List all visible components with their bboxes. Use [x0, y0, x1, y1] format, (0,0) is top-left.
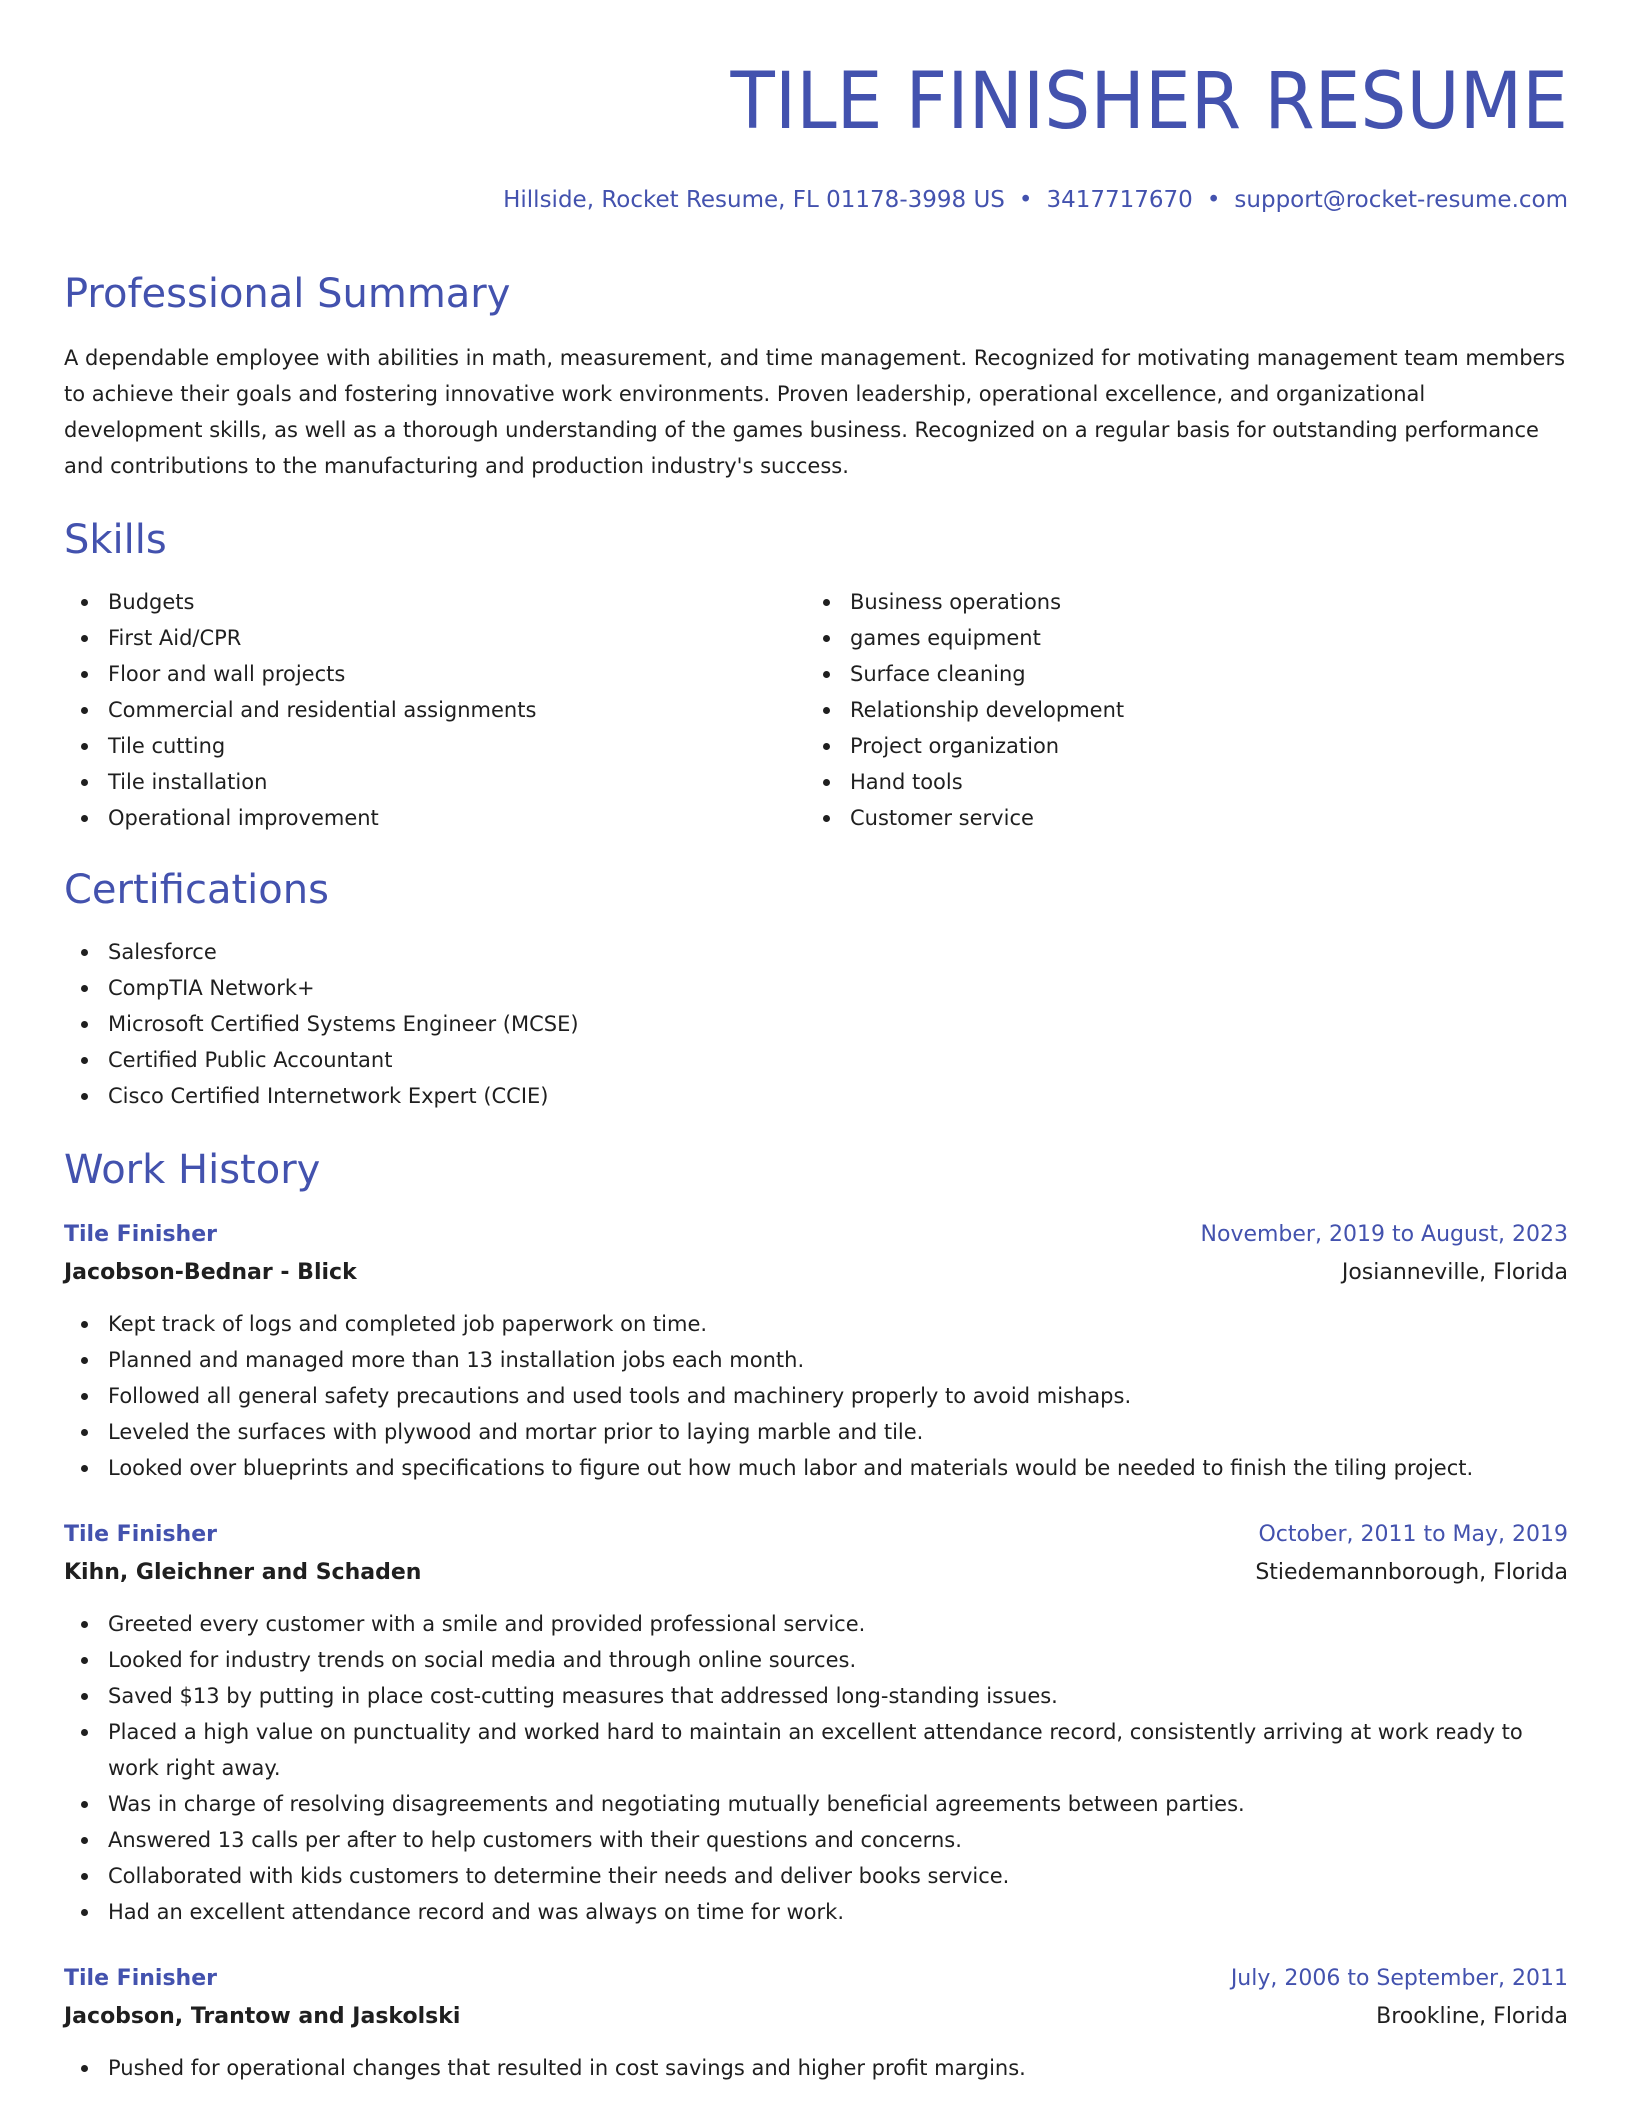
- job-company: Jacobson-Bednar - Blick: [64, 1260, 357, 1285]
- job-bullets: [64, 1306, 1568, 1486]
- skill-item: Customer service: [806, 800, 1548, 836]
- job-entry: [64, 1216, 1568, 1486]
- skill-item: Project organization: [806, 728, 1548, 764]
- skill-item: First Aid/CPR: [64, 620, 806, 656]
- job-dates: October, 2011 to May, 2019: [1258, 1522, 1568, 1547]
- job-dates: November, 2019 to August, 2023: [1200, 1222, 1568, 1247]
- job-bullet: Looked for industry trends on social media and through online sources.: [64, 1642, 1568, 1678]
- skill-item: Budgets: [64, 584, 806, 620]
- skill-item: Relationship development: [806, 692, 1548, 728]
- contact-phone: 3417717670: [1046, 187, 1193, 213]
- job-bullet: Placed a high value on punctuality and worked hard to maintain an excellent attendance record, consistently arriving at work ready to work right away.: [64, 1714, 1568, 1786]
- job-entry: [64, 1960, 1568, 2086]
- certification-item: Microsoft Certified Systems Engineer (MCSE): [64, 1006, 1568, 1042]
- skill-item: Operational improvement: [64, 800, 806, 836]
- skill-item: Tile cutting: [64, 728, 806, 764]
- job-bullets: [64, 2050, 1568, 2086]
- job-company-row: [64, 1554, 1568, 1592]
- certification-item: Certified Public Accountant: [64, 1042, 1568, 1078]
- job-bullet: Saved $13 by putting in place cost-cutting measures that addressed long-standing issues.: [64, 1678, 1568, 1714]
- skills-left-list: [64, 584, 806, 836]
- job-bullet: Kept track of logs and completed job paperwork on time.: [64, 1306, 1568, 1342]
- skill-item: Tile installation: [64, 764, 806, 800]
- contact-email: support@rocket-resume.com: [1234, 187, 1568, 213]
- job-header-row: [64, 1216, 1568, 1254]
- job-bullets: [64, 1606, 1568, 1930]
- job-bullet: Greeted every customer with a smile and provided professional service.: [64, 1606, 1568, 1642]
- skills-right-list: [806, 584, 1548, 836]
- job-bullet: Had an excellent attendance record and was always on time for work.: [64, 1894, 1568, 1930]
- job-bullet: Planned and managed more than 13 installation jobs each month.: [64, 1342, 1568, 1378]
- job-location: Josianneville, Florida: [1341, 1260, 1568, 1285]
- skill-item: Floor and wall projects: [64, 656, 806, 692]
- skill-item: Commercial and residential assignments: [64, 692, 806, 728]
- certifications-list: [64, 934, 1568, 1114]
- certification-item: Salesforce: [64, 934, 1568, 970]
- job-bullet: Pushed for operational changes that resulted in cost savings and higher profit margins.: [64, 2050, 1568, 2086]
- job-bullet: Looked over blueprints and specifications to figure out how much labor and materials would be needed to finish the tiling project.: [64, 1450, 1568, 1486]
- job-company-row: [64, 1998, 1568, 2036]
- certification-item: Cisco Certified Internetwork Expert (CCIE): [64, 1078, 1568, 1114]
- certification-item: CompTIA Network+: [64, 970, 1568, 1006]
- certifications-heading: Certifications: [64, 867, 329, 913]
- job-title: Tile Finisher: [64, 1522, 217, 1547]
- job-location: Stiedemannborough, Florida: [1255, 1560, 1568, 1585]
- job-company-row: [64, 1254, 1568, 1292]
- skills-heading: Skills: [64, 517, 167, 563]
- skill-item: Hand tools: [806, 764, 1548, 800]
- job-title: Tile Finisher: [64, 1966, 217, 1991]
- job-bullet: Was in charge of resolving disagreements and negotiating mutually beneficial agreements between parties.: [64, 1786, 1568, 1822]
- contact-separator: •: [1018, 187, 1033, 213]
- skill-item: Business operations: [806, 584, 1548, 620]
- skill-item: games equipment: [806, 620, 1548, 656]
- job-bullet: Followed all general safety precautions and used tools and machinery properly to avoid mishaps.: [64, 1378, 1568, 1414]
- job-company: Jacobson, Trantow and Jaskolski: [64, 2004, 461, 2029]
- job-bullet: Leveled the surfaces with plywood and mortar prior to laying marble and tile.: [64, 1414, 1568, 1450]
- job-title: Tile Finisher: [64, 1222, 217, 1247]
- summary-text: A dependable employee with abilities in math, measurement, and time management. Recognized for motivating management team members to achieve their goals and fostering innovative work environments. Proven leadership, operational excellence, and organizational development skills, as well as a thorough understanding of the games business. Recognized on a regular basis for outstanding performance and contributions to the manufacturing and production industry's success.: [64, 346, 1566, 478]
- job-bullet: Collaborated with kids customers to determine their needs and deliver books service.: [64, 1858, 1568, 1894]
- job-header-row: [64, 1516, 1568, 1554]
- job-location: Brookline, Florida: [1376, 2004, 1568, 2029]
- summary-heading: Professional Summary: [64, 271, 511, 317]
- skill-item: Surface cleaning: [806, 656, 1548, 692]
- job-bullet: Answered 13 calls per after to help customers with their questions and concerns.: [64, 1822, 1568, 1858]
- job-dates: July, 2006 to September, 2011: [1230, 1966, 1568, 1991]
- job-entry: [64, 1516, 1568, 1930]
- contact-line: [64, 184, 1568, 216]
- skills-columns: [64, 584, 1568, 836]
- job-company: Kihn, Gleichner and Schaden: [64, 1560, 422, 1585]
- contact-separator: •: [1206, 187, 1221, 213]
- work-history-heading: Work History: [64, 1147, 321, 1193]
- job-header-row: [64, 1960, 1568, 1998]
- resume-title: TILE FINISHER RESUME: [730, 57, 1568, 147]
- contact-address: Hillside, Rocket Resume, FL 01178-3998 US: [503, 187, 1005, 213]
